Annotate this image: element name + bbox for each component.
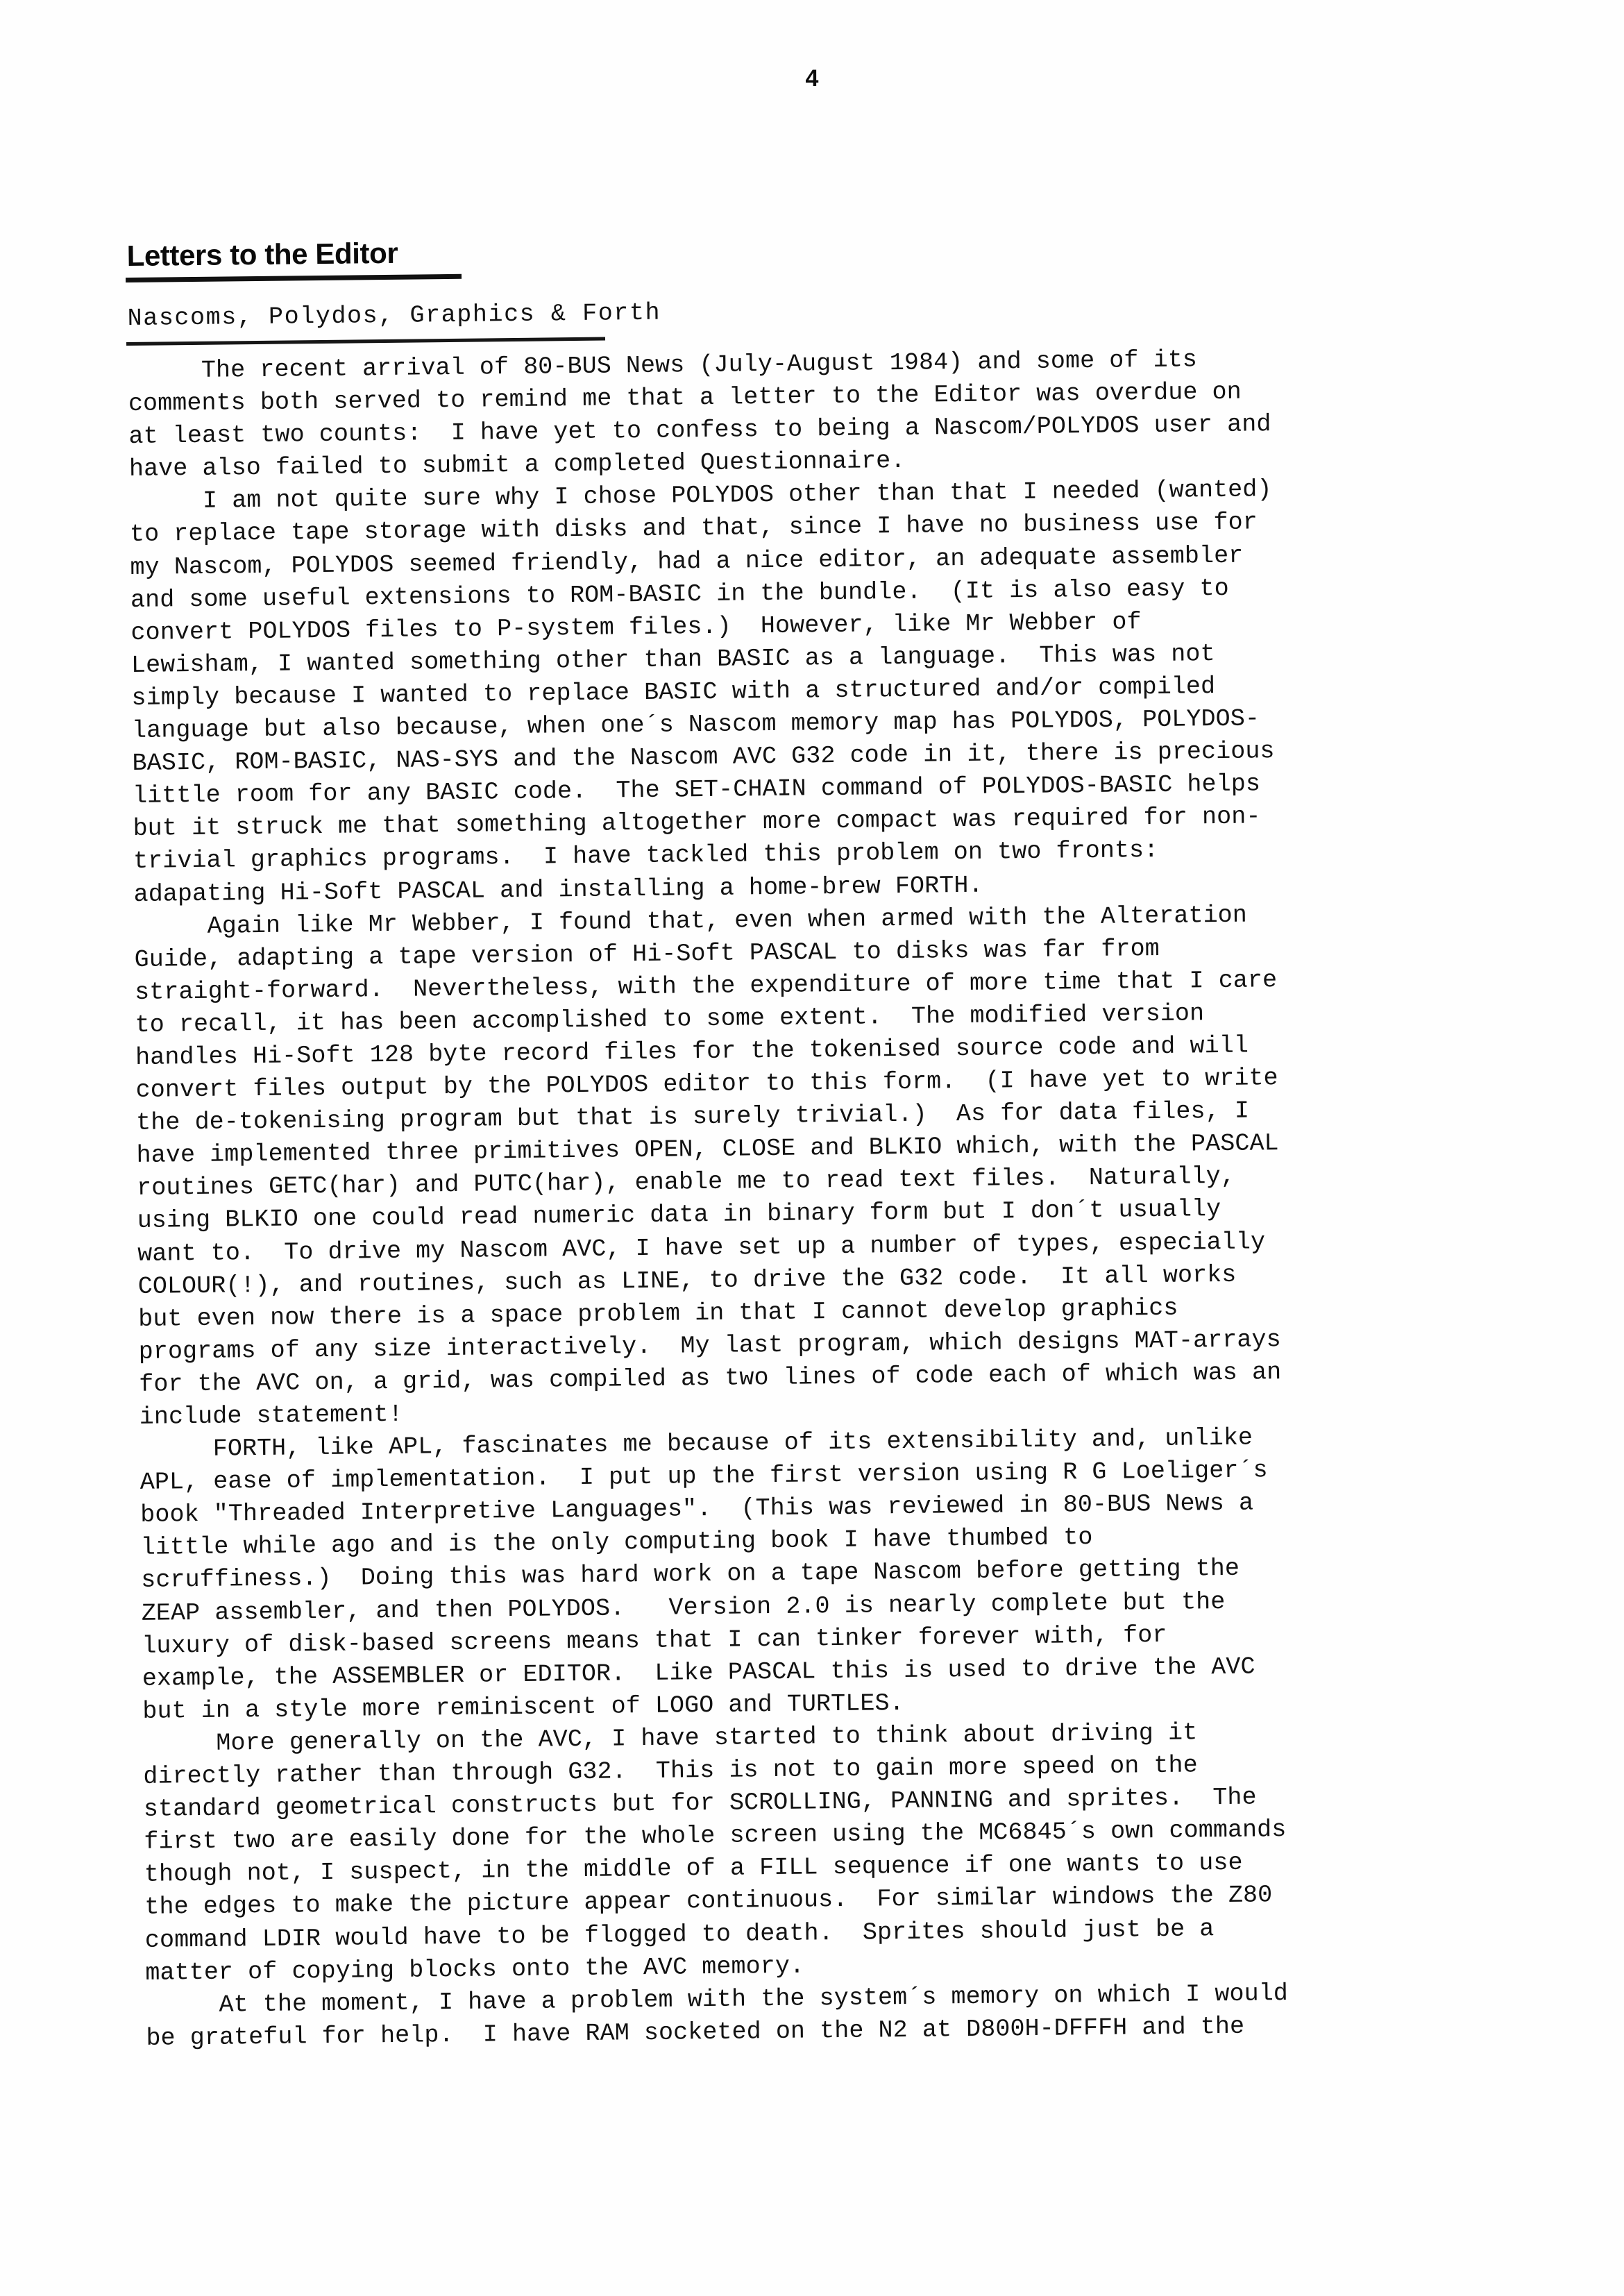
body-line: COLOUR(!), and routines, such as LINE, to drive the G32 code. It all works bbox=[137, 1260, 1237, 1301]
body-line: book "Threaded Interpretive Languages". (This was reviewed in 80-BUS News a bbox=[140, 1489, 1254, 1530]
body-line: include statement! bbox=[139, 1400, 403, 1431]
body-line: handles Hi-Soft 128 byte record files for the tokenised source code and will bbox=[135, 1031, 1249, 1072]
body-line: The recent arrival of 80-BUS News (July-August 1984) and some of its bbox=[128, 346, 1198, 385]
body-line: Guide, adapting a tape version of Hi-Soft PASCAL to disks was far from bbox=[134, 934, 1160, 974]
body-line: be grateful for help. I have RAM socketed on the N2 at D800H-DFFFH and the bbox=[146, 2012, 1245, 2052]
body-line: convert files output by the POLYDOS editor to this form. (I have yet to write bbox=[135, 1064, 1278, 1104]
section-heading-underline bbox=[126, 274, 462, 282]
body-line: simply because I wanted to replace BASIC with a structured and/or compiled bbox=[131, 673, 1216, 712]
letter-title: Nascoms, Polydos, Graphics & Forth bbox=[127, 298, 661, 333]
section-heading: Letters to the Editor bbox=[126, 236, 398, 273]
body-line: command LDIR would have to be flogged to death. Sprites should just be a bbox=[144, 1914, 1215, 1955]
body-line: comments both served to remind me that a letter to the Editor was overdue on bbox=[128, 378, 1242, 419]
body-line: matter of copying blocks onto the AVC memory. bbox=[145, 1952, 805, 1987]
body-line: but it struck me that something altogether more compact was required for non- bbox=[133, 802, 1261, 843]
body-line: FORTH, like APL, fascinates me because of its extensibility and, unlike bbox=[139, 1424, 1253, 1464]
body-line: first two are easily done for the whole screen using the MC6845´s own commands bbox=[144, 1816, 1287, 1857]
page-number: 4 bbox=[805, 65, 819, 92]
body-line: to replace tape storage with disks and that, since I have no business use for bbox=[129, 508, 1258, 549]
body-line: ZEAP assembler, and then POLYDOS. Version 2.0 is nearly complete but the bbox=[141, 1587, 1226, 1628]
body-line: but in a style more reminiscent of LOGO and TURTLES. bbox=[142, 1689, 904, 1725]
body-line: little room for any BASIC code. The SET-CHAIN command of POLYDOS-BASIC helps bbox=[132, 770, 1261, 811]
body-line: adapating Hi-Soft PASCAL and installing a home-brew FORTH. bbox=[133, 871, 983, 909]
body-line: the de-tokenising program but that is surely trivial.) As for data files, I bbox=[135, 1097, 1250, 1138]
body-line: example, the ASSEMBLER or EDITOR. Like PASCAL this is used to drive the AVC bbox=[142, 1653, 1255, 1693]
body-line: have implemented three primitives OPEN, CLOSE and BLKIO which, with the PASCAL bbox=[136, 1129, 1279, 1170]
body-line: trivial graphics programs. I have tackled this problem on two fronts: bbox=[133, 836, 1159, 876]
body-line: for the AVC on, a grid, was compiled as two lines of code each of which was an bbox=[139, 1358, 1282, 1399]
body-line: scruffiness.) Doing this was hard work on a tape Nascom before getting the bbox=[141, 1555, 1240, 1595]
body-line: At the moment, I have a problem with the system´s memory on which I would bbox=[145, 1979, 1289, 2020]
body-line: APL, ease of implementation. I put up the first version using R G Loeliger´s bbox=[139, 1456, 1268, 1497]
body-line: language but also because, when one´s Nascom memory map has POLYDOS, POLYDOS- bbox=[131, 704, 1260, 745]
body-line: programs of any size interactively. My last program, which designs MAT-arrays bbox=[138, 1325, 1281, 1366]
body-line: Again like Mr Webber, I found that, even when armed with the Alteration bbox=[133, 901, 1248, 941]
body-line: the edges to make the picture appear continuous. For similar windows the Z80 bbox=[144, 1881, 1273, 1922]
body-line: BASIC, ROM-BASIC, NAS-SYS and the Nascom AVC G32 code in it, there is precious bbox=[132, 737, 1275, 778]
body-line: directly rather than through G32. This is not to gain more speed on the bbox=[143, 1751, 1198, 1791]
body-line: and some useful extensions to ROM-BASIC in the bundle. (It is also easy to bbox=[130, 574, 1229, 614]
body-line: my Nascom, POLYDOS seemed friendly, had a nice editor, an adequate assembler bbox=[130, 541, 1244, 582]
body-line: at least two counts: I have yet to confess to being a Nascom/POLYDOS user and bbox=[128, 410, 1271, 451]
body-line: have also failed to submit a completed Questionnaire. bbox=[128, 447, 906, 484]
body-line: luxury of disk-based screens means that I can tinker forever with, for bbox=[142, 1621, 1167, 1660]
body-line: routines GETC(har) and PUTC(har), enable me to read text files. Naturally, bbox=[136, 1163, 1236, 1203]
body-line: convert POLYDOS files to P-system files.) However, like Mr Webber of bbox=[130, 607, 1142, 647]
body-line: want to. To drive my Nascom AVC, I have set up a number of types, especially bbox=[137, 1227, 1266, 1268]
body-line: straight-forward. Nevertheless, with the expenditure of more time that I care bbox=[134, 965, 1278, 1006]
letter-body bbox=[128, 341, 1460, 2055]
body-line: More generally on the AVC, I have started to think about driving it bbox=[142, 1719, 1198, 1758]
letter-title-underline bbox=[126, 337, 605, 346]
body-line: to recall, it has been accomplished to some extent. The modified version bbox=[135, 999, 1205, 1039]
body-line: Lewisham, I wanted something other than BASIC as a language. This was not bbox=[130, 639, 1215, 679]
body-line: standard geometrical constructs but for SCROLLING, PANNING and sprites. The bbox=[143, 1783, 1257, 1823]
body-line: using BLKIO one could read numeric data in binary form but I don´t usually bbox=[137, 1195, 1221, 1235]
body-line: but even now there is a space problem in that I cannot develop graphics bbox=[138, 1294, 1178, 1333]
body-line: little while ago and is the only computing book I have thumbed to bbox=[140, 1523, 1093, 1562]
body-line: I am not quite sure why I chose POLYDOS other than that I needed (wanted) bbox=[129, 475, 1272, 516]
body-line: though not, I suspect, in the middle of a FILL sequence if one wants to use bbox=[144, 1849, 1243, 1889]
